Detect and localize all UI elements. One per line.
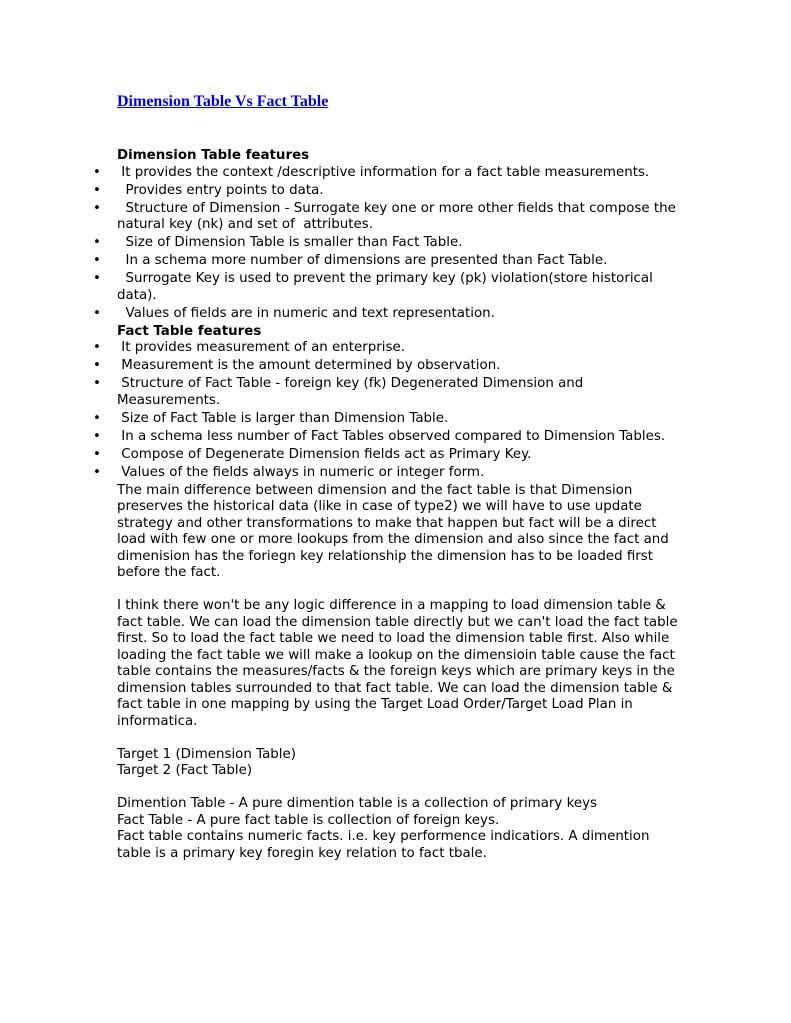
document-body: [93, 148, 687, 862]
list-item: [93, 464, 687, 482]
list-item-text: It provides the context /descriptive information for a fact table measurements.: [117, 164, 650, 180]
fact-contents-line: Fact table contains numeric facts. i.e. key performence indicatiors. A dimention table is a primary key foregin key relation to fact tbale.: [117, 829, 654, 861]
list-item-text: Values of fields are in numeric and text representation.: [117, 305, 495, 321]
bullet-icon: •: [93, 271, 101, 286]
list-item: [93, 376, 687, 409]
list-item-text: Structure of Fact Table - foreign key (fk) Degenerated Dimension and Measurements.: [117, 376, 588, 408]
bullet-icon: •: [93, 358, 101, 373]
bullet-icon: •: [93, 182, 101, 198]
list-item-text: Size of Dimension Table is smaller than Fact Table.: [117, 235, 463, 250]
list-item: [93, 235, 687, 252]
list-item: [93, 164, 687, 182]
bullet-icon: •: [93, 340, 101, 355]
list-item: [93, 305, 687, 323]
target-2-line: Target 2 (Fact Table): [117, 763, 253, 778]
bullet-icon: •: [93, 464, 101, 480]
paragraph-spacer: [117, 582, 687, 599]
list-item-text: Measurement is the amount determined by observation.: [117, 358, 501, 373]
paragraph-spacer: [117, 780, 687, 797]
list-item: [93, 410, 687, 428]
bullet-icon: •: [93, 200, 101, 216]
target-1-line: Target 1 (Dimension Table): [117, 746, 296, 762]
list-item: [93, 428, 687, 446]
bullet-icon: •: [93, 305, 101, 321]
bullet-icon: •: [93, 376, 101, 391]
list-item-text: Values of the fields always in numeric or integer form.: [117, 464, 485, 480]
mapping-paragraph: I think there won't be any logic difference in a mapping to load dimension table & fact table. We can load the dimension table directly but we can't load the fact table first. So to load the fact table we need to load the dimension table first. Also while loading the fact table we will make a lookup on the dimensioin table cause the fact table contains the measures/facts & the foreign keys which are primary keys in the dimension tables surrounded to that fact table. We can load the dimension table & fact table in one mapping by using the Target Load Order/Target Load Plan in informatica.: [117, 598, 682, 729]
page-title[interactable]: Dimension Table Vs Fact Table: [117, 93, 329, 110]
dimension-definition-line: Dimention Table - A pure dimention table is a collection of primary keys: [117, 796, 598, 811]
dimension-features-heading: Dimension Table features: [117, 148, 310, 163]
fact-features-list: [93, 340, 687, 481]
fact-definition-line: Fact Table - A pure fact table is collection of foreign keys.: [117, 812, 500, 828]
list-item-text: Compose of Degenerate Dimension fields act as Primary Key.: [117, 446, 532, 462]
list-item-text: Provides entry points to data.: [117, 182, 324, 198]
fact-features-heading: Fact Table features: [117, 323, 262, 339]
list-item: [93, 358, 687, 375]
bullet-icon: •: [93, 235, 101, 250]
list-item-text: In a schema more number of dimensions are presented than Fact Table.: [117, 253, 608, 268]
list-item: [93, 340, 687, 357]
list-item: [93, 253, 687, 270]
bullet-icon: •: [93, 446, 101, 462]
bullet-icon: •: [93, 410, 101, 426]
list-item: [93, 446, 687, 464]
list-item-text: Structure of Dimension - Surrogate key one or more other fields that compose the natural key (nk) and set of attributes.: [117, 200, 681, 232]
bullet-icon: •: [93, 428, 101, 444]
bullet-icon: •: [93, 164, 101, 180]
dimension-features-list: [93, 164, 687, 323]
list-item-text: In a schema less number of Fact Tables observed compared to Dimension Tables.: [117, 428, 666, 444]
main-difference-paragraph: The main difference between dimension and the fact table is that Dimension preserves the historical data (like in case of type2) we will have to use update strategy and other transformations to make that happen but fact will be a direct load with few one or more lookups from the dimension and also since the fact and dimenision has the foriegn key relationship the dimension has to be loaded first before the fact.: [117, 482, 674, 580]
list-item-text: Size of Fact Table is larger than Dimension Table.: [117, 410, 449, 426]
list-item-text: Surrogate Key is used to prevent the primary key (pk) violation(store historical data).: [117, 271, 658, 303]
bullet-icon: •: [93, 253, 101, 268]
list-item: [93, 200, 687, 234]
list-item: [93, 271, 687, 304]
list-item: [93, 182, 687, 200]
list-item-text: It provides measurement of an enterprise.: [117, 340, 405, 355]
paragraph-spacer: [117, 730, 687, 747]
